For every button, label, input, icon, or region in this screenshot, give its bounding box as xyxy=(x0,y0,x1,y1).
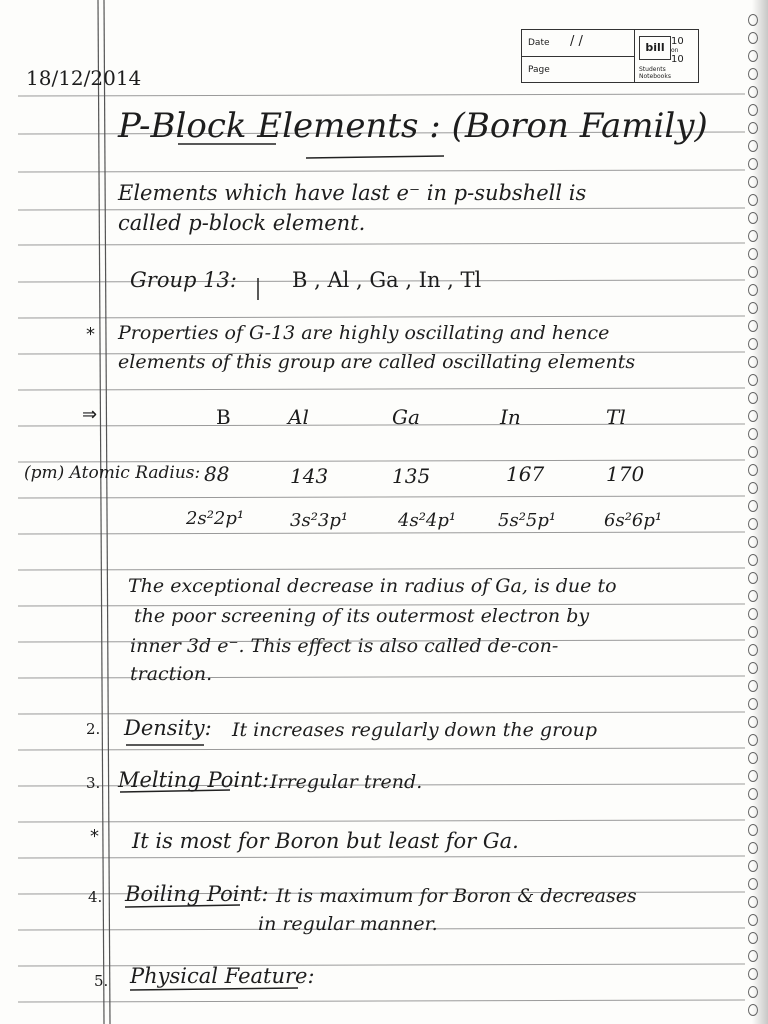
radius-value: 167 xyxy=(506,462,545,486)
electron-config: 6s²6p¹ xyxy=(604,510,663,531)
definition-line-1: Elements which have last e⁻ in p-subshell is xyxy=(118,181,587,205)
melting-point-heading: Melting Point: xyxy=(118,768,270,792)
group13-label: Group 13: xyxy=(130,268,237,292)
arrow-icon: ⇒ xyxy=(82,404,98,425)
radius-value: 135 xyxy=(392,464,431,488)
atomic-radius-label: (pm) Atomic Radius: xyxy=(24,463,201,483)
spiral-hole xyxy=(748,554,758,566)
date-row xyxy=(522,30,634,57)
spiral-hole xyxy=(748,968,758,980)
date-label: Date xyxy=(528,38,550,48)
spiral-hole xyxy=(748,176,758,188)
spiral-hole xyxy=(748,320,758,332)
spiral-hole xyxy=(748,284,758,296)
definition-line-2: called p-block element. xyxy=(118,211,366,235)
spiral-hole xyxy=(748,32,758,44)
spiral-hole xyxy=(748,644,758,656)
group13-elements: B , Al , Ga , In , Tl xyxy=(292,268,482,292)
boiling-point-text-cont: in regular manner. xyxy=(258,913,438,935)
physical-feature-heading: Physical Feature: xyxy=(130,964,315,988)
radius-value: 170 xyxy=(606,462,645,486)
notebook-logo xyxy=(639,36,695,80)
spiral-hole xyxy=(748,392,758,404)
element-symbol: Tl xyxy=(606,405,626,429)
spiral-hole xyxy=(748,824,758,836)
electron-config: 3s²3p¹ xyxy=(290,510,349,531)
logo-fraction xyxy=(671,36,684,65)
date-page-box xyxy=(521,29,699,83)
spiral-hole xyxy=(748,572,758,584)
spiral-hole xyxy=(748,68,758,80)
spiral-hole xyxy=(748,752,758,764)
properties-bullet: * xyxy=(86,324,95,345)
element-symbol: Al xyxy=(288,405,309,429)
header-divider xyxy=(634,30,635,82)
spiral-hole xyxy=(748,482,758,494)
spiral-hole xyxy=(748,914,758,926)
radius-value: 143 xyxy=(290,464,329,488)
spiral-hole xyxy=(748,374,758,386)
exception-line-3: inner 3d e⁻. This effect is also called de-con- xyxy=(130,635,559,657)
spiral-binding xyxy=(742,10,768,1024)
radius-value: 88 xyxy=(204,462,230,486)
boiling-point-heading: Boiling Point: xyxy=(125,882,269,906)
spiral-hole xyxy=(748,608,758,620)
spiral-hole xyxy=(748,410,758,422)
spiral-hole xyxy=(748,698,758,710)
spiral-hole xyxy=(748,158,758,170)
properties-line-2: elements of this group are called oscillating elements xyxy=(118,351,636,373)
melting-point-text: Irregular trend. xyxy=(270,771,423,793)
title-main: P-Block Elements xyxy=(118,106,419,146)
spiral-hole xyxy=(748,140,758,152)
spiral-hole xyxy=(748,1004,758,1016)
spiral-hole xyxy=(748,806,758,818)
electron-config: 2s²2p¹ xyxy=(186,508,245,529)
logo-fraction-bottom: 10 xyxy=(671,54,684,65)
element-symbol: Ga xyxy=(392,405,420,429)
handwritten-date: 18/12/2014 xyxy=(26,66,142,90)
page-label: Page xyxy=(528,65,550,75)
spiral-hole xyxy=(748,302,758,314)
logo-fraction-mid: on xyxy=(671,47,679,54)
point-marker: 5. xyxy=(94,972,109,990)
exception-line-4: traction. xyxy=(130,663,213,685)
spiral-hole xyxy=(748,518,758,530)
density-heading: Density: xyxy=(124,716,212,740)
spiral-hole xyxy=(748,248,758,260)
spiral-hole xyxy=(748,266,758,278)
title-family: (Boron Family) xyxy=(451,106,708,146)
page-title xyxy=(118,106,708,146)
exception-line-2: the poor screening of its outermost electron by xyxy=(134,605,590,627)
electron-config: 5s²5p¹ xyxy=(498,510,557,531)
density-text: It increases regularly down the group xyxy=(232,719,598,741)
spiral-hole xyxy=(748,230,758,242)
spiral-hole xyxy=(748,50,758,62)
spiral-hole xyxy=(748,860,758,872)
spiral-hole xyxy=(748,734,758,746)
spiral-hole xyxy=(748,14,758,26)
spiral-hole xyxy=(748,500,758,512)
spiral-hole xyxy=(748,932,758,944)
spiral-hole xyxy=(748,716,758,728)
exception-line-1: The exceptional decrease in radius of Ga, is due to xyxy=(128,575,617,597)
spiral-hole xyxy=(748,680,758,692)
melting-point-note: It is most for Boron but least for Ga. xyxy=(132,829,519,853)
spiral-hole xyxy=(748,464,758,476)
spiral-hole xyxy=(748,86,758,98)
page-row xyxy=(522,57,634,83)
spiral-hole xyxy=(748,212,758,224)
element-symbol: In xyxy=(500,405,521,429)
spiral-hole xyxy=(748,122,758,134)
spiral-hole xyxy=(748,590,758,602)
logo-brand: Students Notebooks xyxy=(639,66,671,80)
spiral-hole xyxy=(748,950,758,962)
spiral-hole xyxy=(748,842,758,854)
note-bullet: * xyxy=(90,826,99,847)
spiral-hole xyxy=(748,446,758,458)
spiral-hole xyxy=(748,878,758,890)
spiral-hole xyxy=(748,536,758,548)
point-marker: 4. xyxy=(88,888,103,906)
spiral-hole xyxy=(748,194,758,206)
point-marker: 2. xyxy=(86,720,101,738)
point-marker: 3. xyxy=(86,774,101,792)
spiral-hole xyxy=(748,428,758,440)
date-slashes: / / xyxy=(570,34,583,49)
element-symbol: B xyxy=(216,405,231,429)
spiral-hole xyxy=(748,788,758,800)
logo-fraction-top: 10 xyxy=(671,36,684,47)
spiral-hole xyxy=(748,626,758,638)
electron-config: 4s²4p¹ xyxy=(398,510,457,531)
spiral-hole xyxy=(748,356,758,368)
logo-mark: bill xyxy=(639,36,671,60)
spiral-hole xyxy=(748,338,758,350)
spiral-hole xyxy=(748,770,758,782)
spiral-hole xyxy=(748,986,758,998)
spiral-hole xyxy=(748,896,758,908)
spiral-hole xyxy=(748,104,758,116)
title-colon: : xyxy=(418,106,441,146)
spiral-hole xyxy=(748,662,758,674)
properties-line-1: Properties of G-13 are highly oscillating and hence xyxy=(118,322,610,344)
boiling-point-text: It is maximum for Boron & decreases xyxy=(276,885,637,907)
